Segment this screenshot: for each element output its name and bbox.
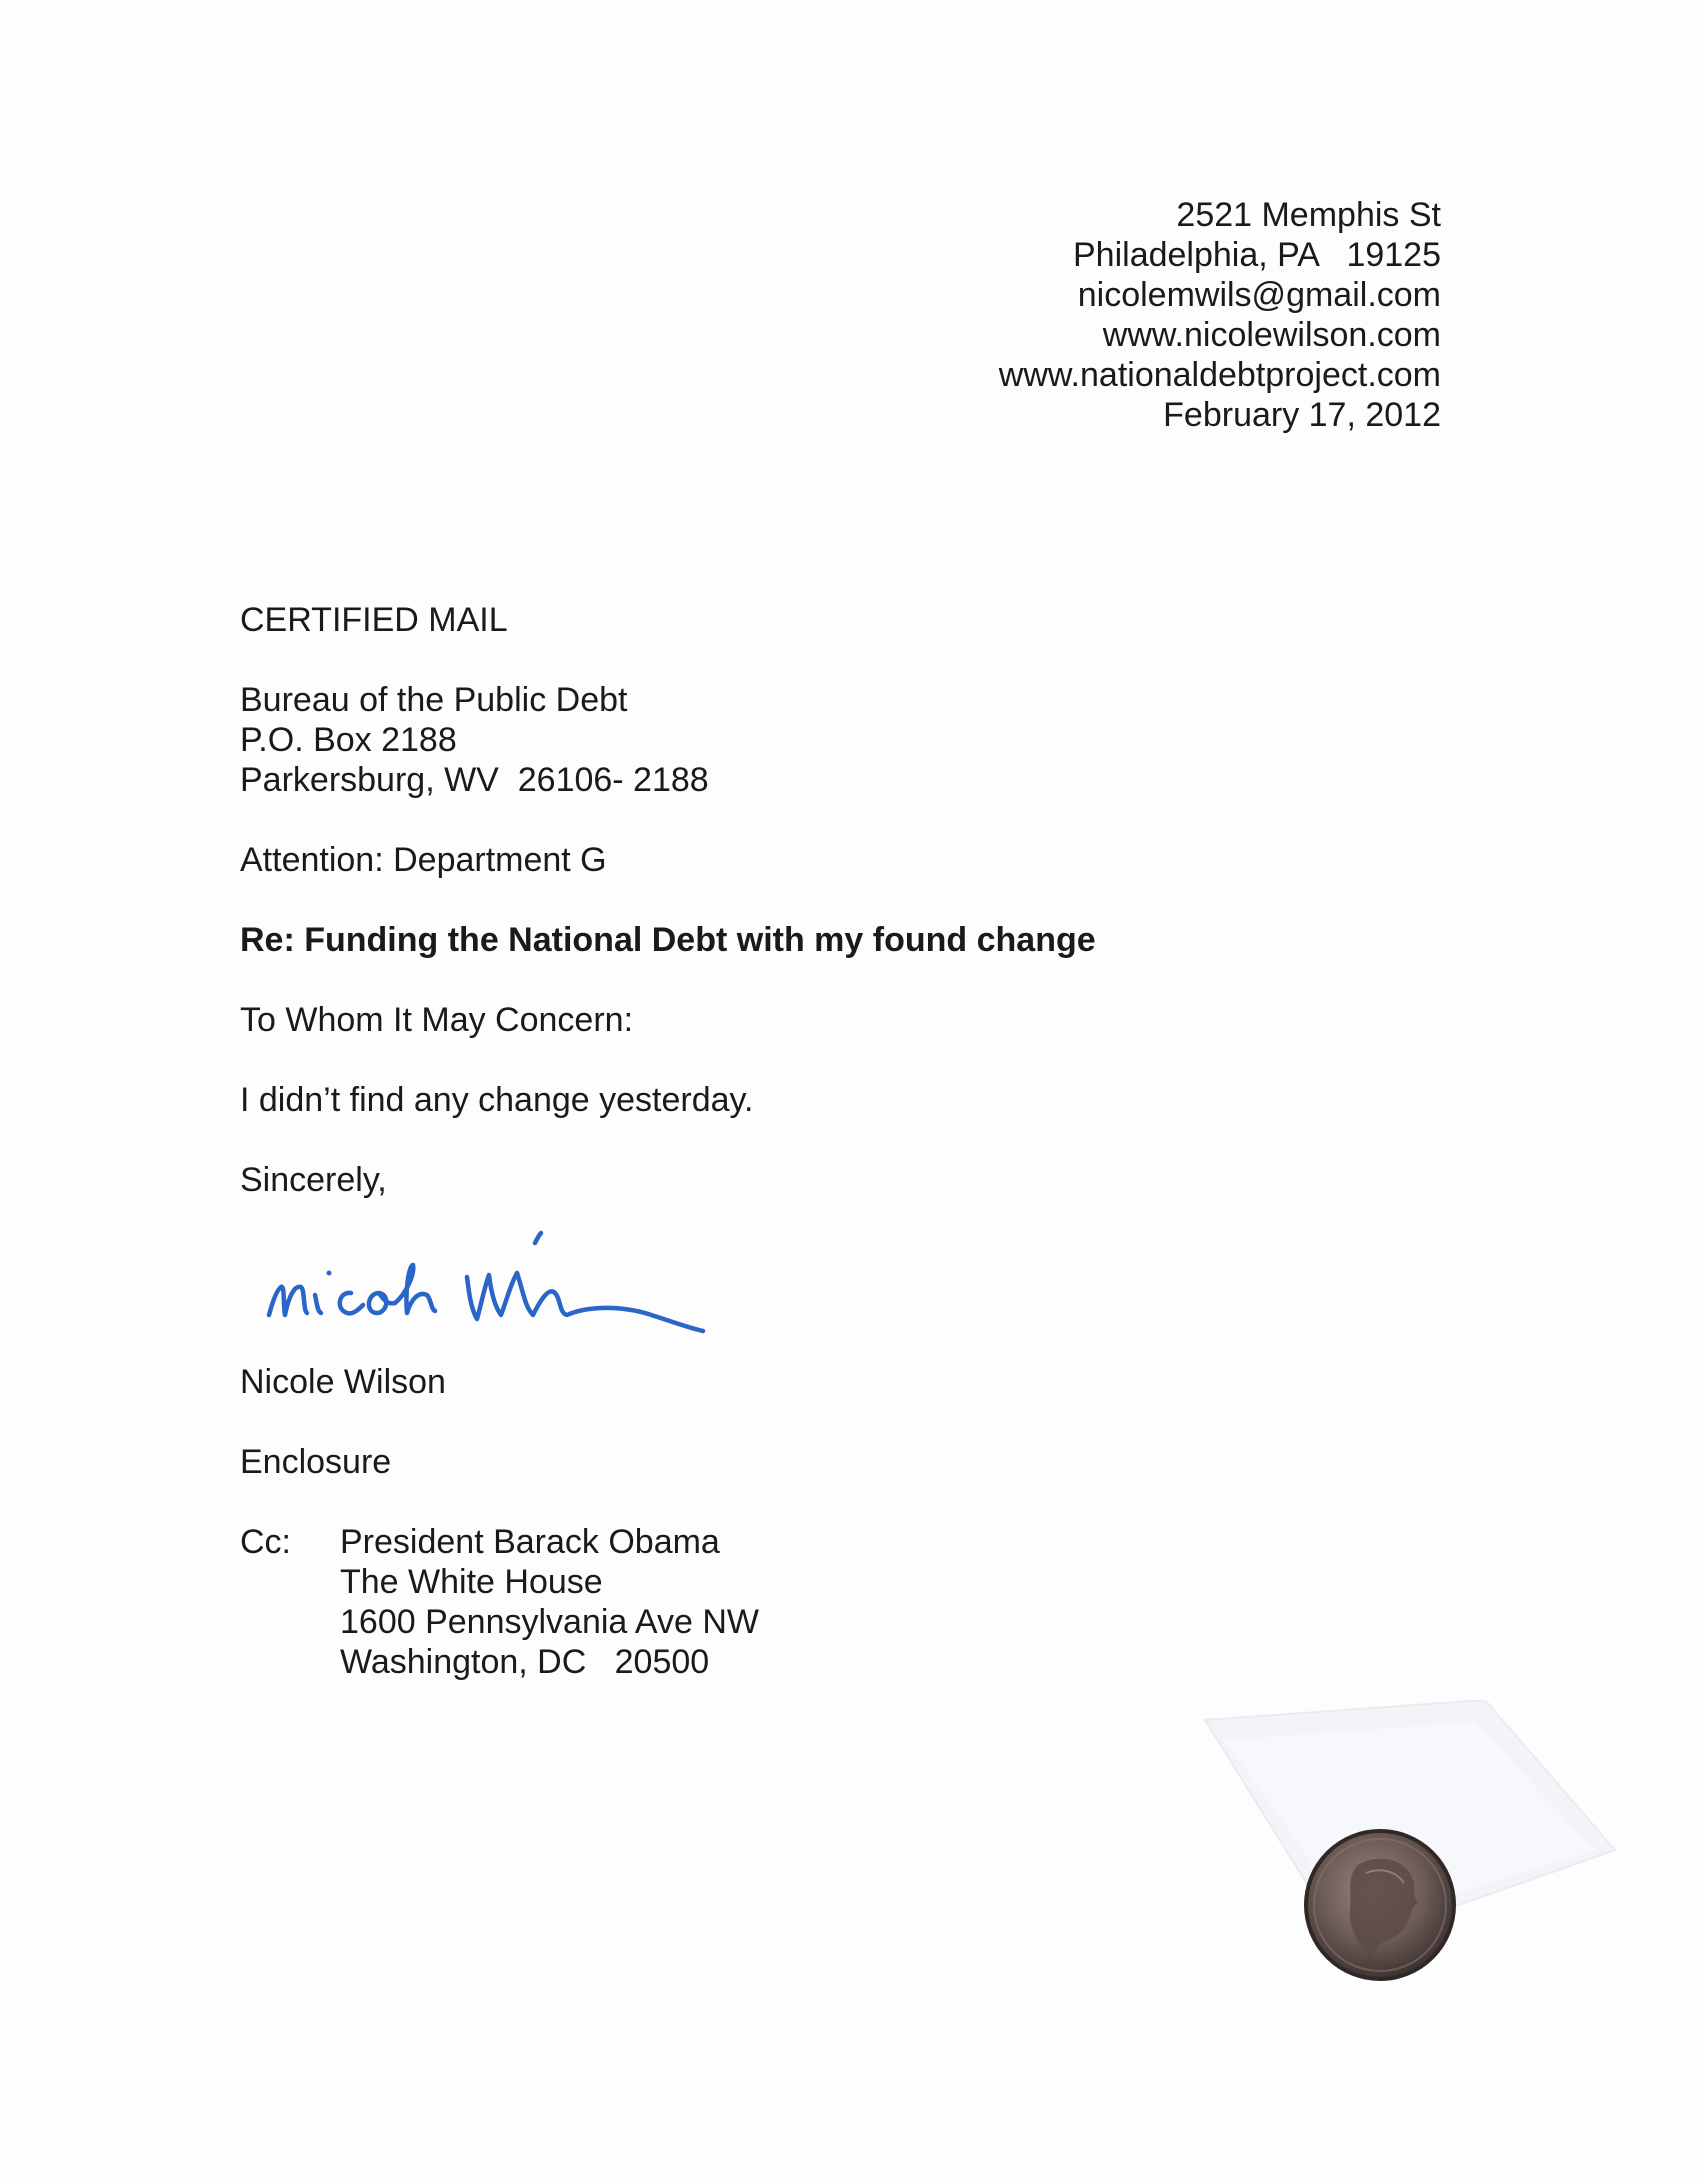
- signer-name: Nicole Wilson: [240, 1363, 446, 1401]
- recipient-name: Bureau of the Public Debt: [240, 681, 628, 719]
- letter-date: February 17, 2012: [1163, 396, 1441, 434]
- penny-coin-image: [1300, 1825, 1460, 1985]
- cc-name: President Barack Obama: [340, 1523, 720, 1561]
- recipient-box: P.O. Box 2188: [240, 721, 457, 759]
- letter-body: I didn’t find any change yesterday.: [240, 1081, 754, 1119]
- cc-organization: The White House: [340, 1563, 603, 1601]
- cc-city-line: Washington, DC 20500: [340, 1643, 710, 1681]
- subject-line: Re: Funding the National Debt with my found change: [240, 921, 1096, 959]
- handwritten-signature: [255, 1195, 725, 1345]
- enclosure-line: Enclosure: [240, 1443, 392, 1481]
- cc-address-block: [340, 1522, 759, 1682]
- recipient-city-line: Parkersburg, WV 26106- 2188: [240, 761, 709, 799]
- cc-label: Cc:: [240, 1523, 291, 1561]
- sender-city-line: Philadelphia, PA 19125: [1073, 236, 1441, 274]
- sender-website-personal: www.nicolewilson.com: [1102, 316, 1441, 354]
- cc-street: 1600 Pennsylvania Ave NW: [340, 1603, 759, 1641]
- mail-type: CERTIFIED MAIL: [240, 601, 508, 639]
- closing: Sincerely,: [240, 1161, 387, 1199]
- sender-address-block: [999, 195, 1441, 435]
- sender-website-project: www.nationaldebtproject.com: [998, 356, 1441, 394]
- sender-email: nicolemwils@gmail.com: [1077, 276, 1441, 314]
- attention-line: Attention: Department G: [240, 841, 607, 879]
- salutation: To Whom It May Concern:: [240, 1001, 634, 1039]
- sender-street: 2521 Memphis St: [1176, 196, 1441, 234]
